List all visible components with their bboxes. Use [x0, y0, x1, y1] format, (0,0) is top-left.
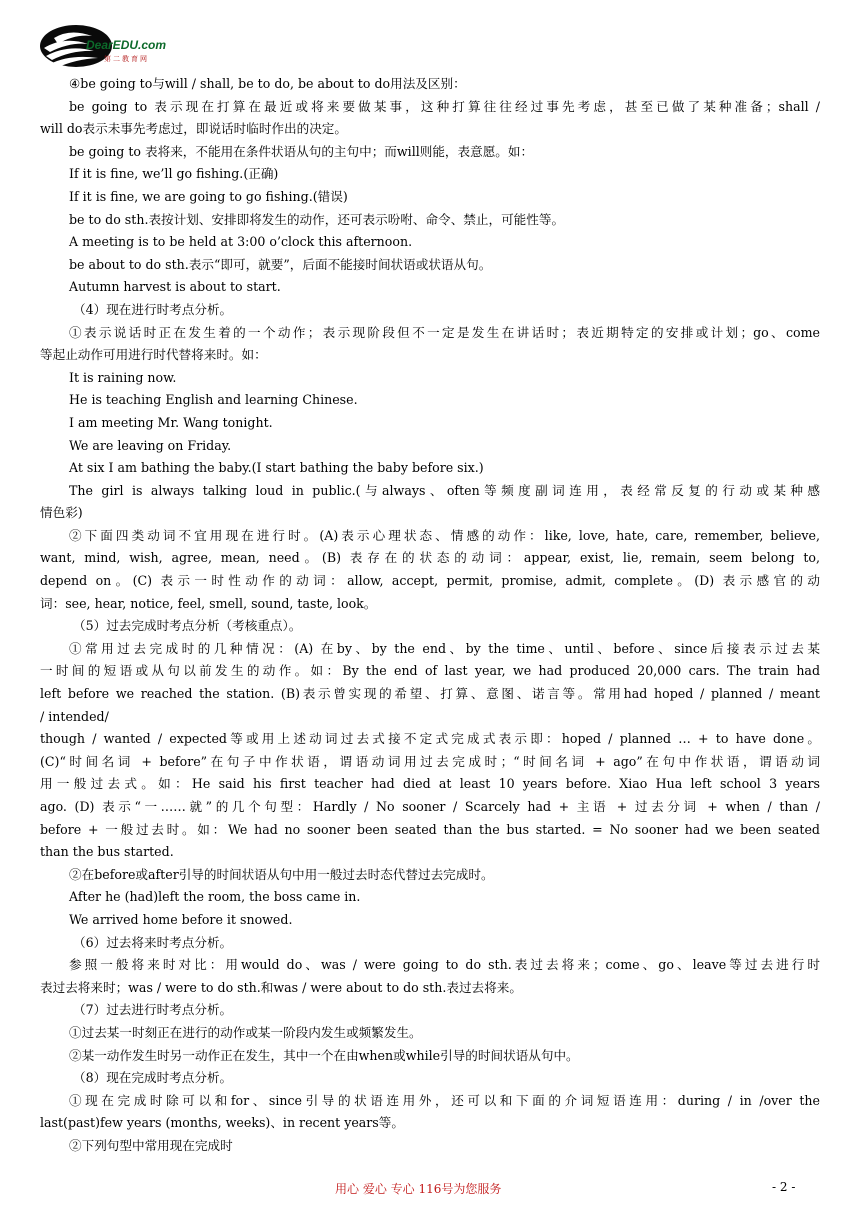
text-line: depend on。(C) 表示一时性动作的动词：allow, accept, permit, promise, admit, complete。(D) 表示感官的动 [40, 573, 820, 589]
section-heading: （7）过去进行时考点分析。 [73, 1002, 233, 1018]
text-line: At six I am bathing the baby.(I start bathing the baby before six.) [69, 460, 484, 476]
text-line: The girl is always talking loud in public.(与always、often等频度副词连用，表经常反复的行动或某种感 [69, 482, 820, 498]
text-line: 情色彩) [40, 505, 83, 521]
text-line: He is teaching English and learning Chinese. [69, 392, 358, 408]
section-heading: （4）现在进行时考点分析。 [73, 301, 233, 317]
text-line: (C)“时间名词 + before”在句子中作状语，谓语动词用过去完成时；“时间名词 + ago”在句中作状语，谓语动词 [40, 753, 820, 769]
text-line: A meeting is to be held at 3:00 o’clock this afternoon. [69, 234, 413, 250]
text-line: ago. (D) 表示“一……就”的几个句型：Hardly / No sooner / Scarcely had + 主语 + 过去分词 + when / than / [40, 799, 820, 814]
text-line: ①现在完成时除可以和for、since引导的状语连用外，还可以和下面的介词短语连用：during / in /over the [69, 1092, 820, 1108]
text-line: ④be going to与will / shall, be to do, be about to do用法及区别： [69, 76, 466, 91]
text-line: be going to 表示现在打算在最近或将来要做某事，这种打算往往经过事先考虑，甚至已做了某种准备；shall / [69, 98, 820, 114]
text-line: We arrived home before it snowed. [69, 911, 293, 927]
page-footer [0, 1180, 860, 1200]
section-heading: （6）过去将来时考点分析。 [73, 934, 233, 950]
text-line: 表过去将来时；was / were to do sth.和was / were about to do sth.表过去将来。 [40, 979, 522, 995]
text-line: before + 一般过去时。如：We had no sooner been seated than the bus started. = No sooner had we been seated [40, 821, 820, 837]
footer-slogan: 用心 爱心 专心 116号为您服务 [335, 1182, 502, 1196]
document-body [40, 73, 820, 1158]
text-line: be to do sth.表按计划、安排即将发生的动作，还可表示吩咐、命令、禁止，可能性等。 [69, 211, 565, 227]
text-line: ②某一动作发生时另一动作正在发生，其中一个在由when或while引导的时间状语从句中。 [69, 1047, 579, 1063]
text-line: 一时间的短语或从句以前发生的动作。如：By the end of last year, we had produced 20,000 cars. The train had [40, 663, 820, 679]
text-line: ②在before或after引导的时间状语从句中用一般过去时态代替过去完成时。 [69, 866, 494, 882]
text-line: 等起止动作可用进行时代替将来时。如： [40, 347, 267, 363]
text-line: We are leaving on Friday. [69, 437, 232, 453]
text-line: Autumn harvest is about to start. [69, 279, 281, 295]
text-line: It is raining now. [69, 369, 177, 385]
text-line: want, mind, wish, agree, mean, need。(B) 表存在的状态的动词：appear, exist, lie, remain, seem belong to, [40, 550, 820, 566]
text-line: than the bus started. [40, 844, 174, 860]
section-heading: （8）现在完成时考点分析。 [73, 1070, 233, 1086]
text-line: left before we reached the station. (B)表示曾实现的希望、打算、意图、诺言等。常用had hoped / planned / meant [40, 686, 820, 702]
text-line: last(past)few years (months, weeks)、in recent years等。 [40, 1115, 404, 1131]
text-line: 参照一般将来时对比：用would do、was / were going to do sth.表过去将来；come、go、leave等过去进行时 [69, 957, 820, 973]
text-line: If it is fine, we are going to go fishing.(错误) [69, 188, 348, 204]
logo-subtitle: 第二教育网 [104, 56, 149, 63]
page-number: - 2 - [772, 1180, 796, 1194]
text-line: ①过去某一时刻正在进行的动作或某一阶段内发生或频繁发生。 [69, 1024, 422, 1040]
text-line: be about to do sth.表示“即可，就要”，后面不能接时间状语或状语从句。 [69, 256, 492, 272]
text-line: ①常用过去完成时的几种情况：(A) 在by、by the end、by the time、until、before、since后接表示过去某 [69, 640, 820, 656]
text-line: / intended/ [40, 708, 109, 724]
text-line: ①表示说话时正在发生着的一个动作；表示现阶段但不一定是发生在讲话时；表近期特定的安排或计划；go、come [69, 324, 820, 340]
logo-text: DearEDU.com [86, 38, 167, 52]
text-line: 词：see, hear, notice, feel, smell, sound, taste, look。 [40, 595, 377, 611]
text-line: I am meeting Mr. Wang tonight. [69, 414, 273, 430]
text-line: will do表示未事先考虑过，即说话时临时作出的决定。 [40, 121, 347, 137]
text-line: though / wanted / expected等或用上述动词过去式接不定式完成式表示即：hoped / planned … + to have done。 [40, 731, 820, 747]
text-line: ②下面四类动词不宜用现在进行时。(A)表示心理状态、情感的动作：like, love, hate, care, remember, believe, [69, 527, 820, 543]
text-line: If it is fine, we’ll go fishing.(正确) [69, 166, 279, 182]
text-line: be going to 表将来，不能用在条件状语从句的主句中；而will则能，表意愿。如： [69, 143, 534, 159]
section-heading: （5）过去完成时考点分析（考核重点）。 [73, 618, 302, 634]
text-line: 用一般过去式。如：He said his first teacher had died at least 10 years before. Xiao Hua left school 3 years [40, 776, 820, 792]
text-line: After he (had)left the room, the boss came in. [69, 889, 361, 905]
text-line: ②下列句型中常用现在完成时 [69, 1137, 233, 1153]
